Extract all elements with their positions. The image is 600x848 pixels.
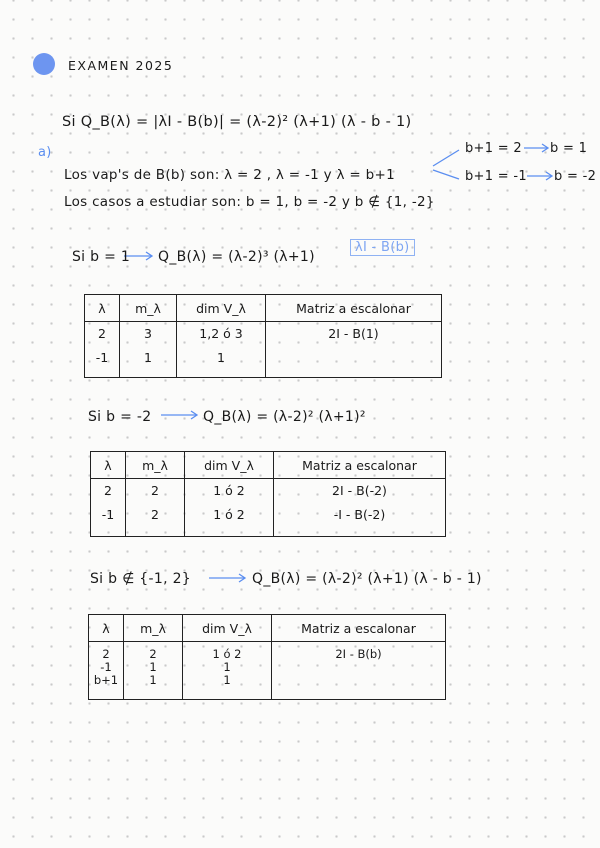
table-header-row (91, 452, 446, 479)
col-dim: dim V_λ (177, 295, 266, 322)
cell-dim: 1 ó 2 (213, 507, 245, 522)
col-matrix: Matriz a escalonar (272, 615, 446, 642)
case-2-table (90, 451, 446, 537)
part-label: a) (38, 145, 52, 160)
cell-matrix (276, 674, 441, 687)
cell-lambda: -1 (100, 660, 112, 674)
boxed-note: λI - B(b) (350, 239, 415, 256)
table-body (85, 322, 442, 378)
col-dim: dim V_λ (183, 615, 272, 642)
cell-m: 1 (144, 350, 152, 365)
cell-m: 1 (149, 660, 157, 674)
cell-lambda: -1 (95, 350, 109, 365)
case-1-poly: Q_B(λ) = (λ-2)³ (λ+1) (158, 249, 315, 265)
page-title: EXAMEN 2025 (68, 58, 174, 73)
table-body (91, 479, 446, 537)
header-formula: Si Q_B(λ) = |λI - B(b)| = (λ-2)² (λ+1) (λ - b - 1) (62, 114, 412, 130)
cell-matrix: -I - B(-2) (333, 507, 386, 522)
case-1-condition: Si b = 1 (72, 249, 131, 265)
table-body (89, 642, 446, 700)
cell-lambda: b+1 (93, 673, 119, 687)
cell-m: 2 (151, 483, 159, 498)
case-3-condition: Si b ∉ {-1, 2} (90, 571, 191, 587)
cell-matrix (270, 346, 437, 370)
col-lambda: λ (91, 452, 126, 479)
cell-m: 1 (149, 673, 157, 687)
branch-top-result: b = 1 (550, 141, 588, 156)
case-1-table (84, 294, 442, 378)
cell-dim: 1,2 ó 3 (199, 326, 243, 341)
cell-m: 2 (149, 647, 157, 661)
cell-matrix: 2I - B(-2) (332, 483, 387, 498)
col-multiplicity: m_λ (126, 452, 185, 479)
table-header-row (89, 615, 446, 642)
case-2-poly: Q_B(λ) = (λ-2)² (λ+1)² (203, 409, 366, 425)
branch-bottom: b+1 = -1 (465, 169, 527, 184)
col-lambda: λ (89, 615, 124, 642)
cell-m: 3 (144, 326, 152, 341)
col-lambda: λ (85, 295, 120, 322)
col-multiplicity: m_λ (120, 295, 177, 322)
col-dim: dim V_λ (185, 452, 274, 479)
branch-bottom-result: b = -2 (554, 169, 597, 184)
cell-dim: 1 (223, 673, 231, 687)
cell-lambda: 2 (102, 647, 110, 661)
cell-matrix: 2I - B(b) (335, 647, 382, 661)
col-matrix: Matriz a escalonar (266, 295, 442, 322)
cell-m: 2 (151, 507, 159, 522)
cell-lambda: -1 (101, 507, 115, 522)
cell-lambda: 2 (104, 483, 112, 498)
cell-matrix: 2I - B(1) (328, 326, 379, 341)
cell-dim: 1 ó 2 (212, 647, 242, 661)
case-3-table (88, 614, 446, 700)
cell-dim: 1 (223, 660, 231, 674)
col-matrix: Matriz a escalonar (274, 452, 446, 479)
cell-lambda: 2 (98, 326, 106, 341)
case-3-poly: Q_B(λ) = (λ-2)² (λ+1) (λ - b - 1) (252, 571, 482, 587)
case-2-condition: Si b = -2 (88, 409, 152, 425)
branch-top: b+1 = 2 (465, 141, 522, 156)
cell-dim: 1 ó 2 (213, 483, 245, 498)
cell-matrix (276, 661, 441, 674)
cases-line: Los casos a estudiar son: b = 1, b = -2 y b ∉ {1, -2} (64, 194, 435, 210)
vaps-line: Los vap's de B(b) son: λ = 2 , λ = -1 y λ = b+1 (64, 167, 395, 183)
col-multiplicity: m_λ (124, 615, 183, 642)
cell-dim: 1 (217, 350, 225, 365)
table-header-row (85, 295, 442, 322)
